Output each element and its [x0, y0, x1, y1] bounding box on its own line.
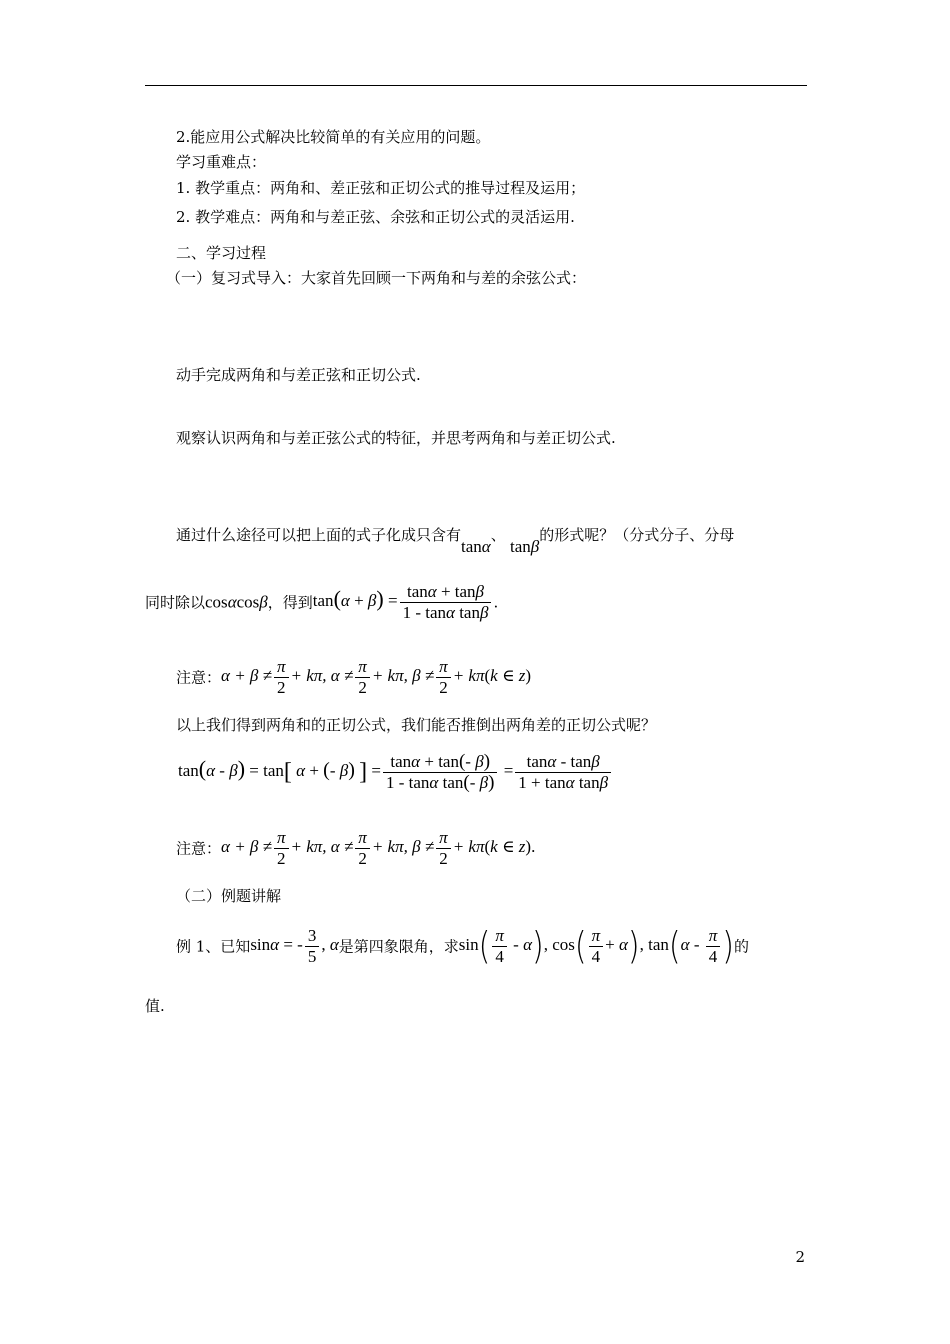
difference-question: 以上我们得到两角和的正切公式，我们能否推倒出两角差的正切公式呢？ — [176, 716, 657, 734]
example-1-targets: sin( $\frac{\pi}{4}$ - α), cos( $\frac{\pi}{4}$ + α), tan(α - $\frac{\pi}{4}$ ) — [458, 924, 734, 968]
example-1 — [176, 926, 749, 967]
tan-alpha-expr: tanα — [461, 537, 491, 556]
divide-text-c: . — [493, 593, 499, 612]
tan-sum-fraction: $\frac{\tan\alpha + \tan\beta}{\text{1 - tanα tanβ}}$ — [400, 582, 492, 623]
note-line-2 — [176, 828, 535, 869]
note-condition-1: α + β ≠ $\frac{\pi}{2}$ + kπ, α ≠ $\frac{\pi}{2}$ + kπ, β ≠ $\frac{\pi}{2}$ + kπ(k ∈ z) — [221, 657, 532, 697]
example-1-text-a: 例 1、已知 — [176, 937, 251, 956]
divide-text-b: ，得到 — [267, 593, 313, 612]
tan-difference-fraction-2: $\frac{\tan\alpha - \tan\beta}{\text{1 + tanα tanβ}}$ — [515, 752, 611, 793]
example-1-text-b: 是第四象限角，求 — [338, 937, 459, 956]
sin-alpha-given: sinα = - $\frac{3}{5}$ , α — [250, 926, 339, 966]
question-text-c: 的形式呢？（分式分子、分母 — [539, 526, 735, 544]
tan-difference-formula: tan(α - β) = tan[ α + (- β) ] = $\frac{\tan\alpha + \tan(- \beta)}{\text{1 - tanα tan(- β)}}$ = $\frac{\tan\alpha - \tan\beta}{\text{1 + tanα tanβ}}$ — [178, 761, 613, 780]
review-intro: （一）复习式导入：大家首先回顾一下两角和与差的余弦公式： — [166, 269, 587, 287]
note-line-1 — [176, 657, 531, 698]
objective-2: 2.能应用公式解决比较简单的有关应用的问题。 — [176, 128, 491, 146]
example-1-text-c: 的 — [734, 937, 750, 956]
examples-heading: （二）例题讲解 — [176, 887, 282, 905]
header-rule — [145, 85, 807, 86]
section-heading-process: 二、学习过程 — [176, 244, 267, 262]
page-number: 2 — [795, 1248, 805, 1266]
question-text-b: 、 — [490, 526, 506, 544]
note-label-1: 注意： — [176, 668, 222, 687]
task-sine-tangent: 动手完成两角和与差正弦和正切公式. — [176, 366, 421, 384]
question-line — [176, 525, 735, 556]
note-label-2: 注意： — [176, 839, 222, 858]
divide-text-a: 同时除以 — [145, 593, 206, 612]
key-points-heading: 学习重难点： — [176, 153, 267, 171]
question-text-a: 通过什么途径可以把上面的式子化成只含有 — [176, 526, 462, 544]
divide-line — [145, 582, 498, 623]
tan-difference-derivation — [178, 752, 613, 793]
note-condition-2: α + β ≠ $\frac{\pi}{2}$ + kπ, α ≠ $\frac{\pi}{2}$ + kπ, β ≠ $\frac{\pi}{2}$ + kπ(k ∈ z). — [221, 828, 536, 868]
tan-difference-fraction-1: $\frac{\tan\alpha + \tan(- \beta)}{\text{1 - tanα tan(- β)}}$ — [383, 752, 497, 793]
observe-text: 观察认识两角和与差正弦公式的特征，并思考两角和与差正切公式. — [176, 429, 616, 447]
cos-product-expr: cosαcosβ — [205, 592, 268, 612]
example-1-end: 值. — [145, 997, 165, 1015]
key-point-1: 1. 教学重点：两角和、差正弦和正切公式的推导过程及运用； — [176, 179, 586, 197]
key-point-2: 2. 教学难点：两角和与差正弦、余弦和正切公式的灵活运用. — [176, 208, 575, 226]
tan-beta-expr: tanβ — [505, 537, 540, 556]
tan-sum-formula: tan(α + β) = $\frac{\tan\alpha + \tan\beta}{\text{1 - tanα tanβ}}$ — [313, 591, 494, 610]
